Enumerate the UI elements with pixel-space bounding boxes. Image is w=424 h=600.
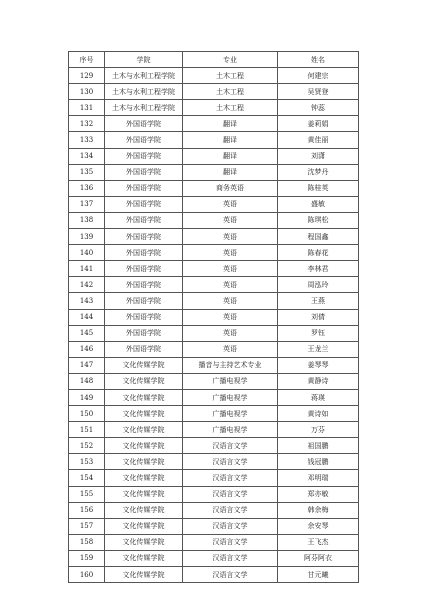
cell-college: 文化传媒学院 xyxy=(105,357,183,373)
cell-index: 139 xyxy=(69,229,105,245)
cell-index: 160 xyxy=(69,567,105,583)
table-row xyxy=(69,502,359,518)
cell-college: 文化传媒学院 xyxy=(105,373,183,389)
cell-name: 黄佳丽 xyxy=(278,132,359,148)
cell-index: 153 xyxy=(69,454,105,470)
cell-name: 黄静诗 xyxy=(278,373,359,389)
table-row xyxy=(69,550,359,566)
cell-name: 黄诗如 xyxy=(278,406,359,422)
table-row xyxy=(69,84,359,100)
cell-major: 广播电视学 xyxy=(183,389,278,405)
cell-college: 文化传媒学院 xyxy=(105,534,183,550)
table-row xyxy=(69,325,359,341)
table-row xyxy=(69,100,359,116)
cell-name: 余安琴 xyxy=(278,518,359,534)
table-row xyxy=(69,518,359,534)
cell-major: 英语 xyxy=(183,293,278,309)
roster-body xyxy=(69,68,359,583)
cell-name: 祖国鹏 xyxy=(278,438,359,454)
cell-index: 133 xyxy=(69,132,105,148)
table-row xyxy=(69,293,359,309)
cell-college: 文化传媒学院 xyxy=(105,502,183,518)
cell-name: 王龙兰 xyxy=(278,341,359,357)
cell-name: 王飞杰 xyxy=(278,534,359,550)
table-row xyxy=(69,373,359,389)
cell-name: 李林君 xyxy=(278,261,359,277)
cell-major: 英语 xyxy=(183,229,278,245)
cell-college: 外国语学院 xyxy=(105,277,183,293)
cell-major: 汉语言文学 xyxy=(183,534,278,550)
cell-major: 汉语言文学 xyxy=(183,438,278,454)
cell-major: 翻译 xyxy=(183,132,278,148)
cell-major: 土木工程 xyxy=(183,68,278,84)
table-row xyxy=(69,438,359,454)
cell-name: 郑亦敏 xyxy=(278,486,359,502)
cell-name: 陈春花 xyxy=(278,245,359,261)
header-major: 专业 xyxy=(183,52,278,68)
cell-index: 151 xyxy=(69,422,105,438)
cell-index: 130 xyxy=(69,84,105,100)
cell-index: 131 xyxy=(69,100,105,116)
table-row xyxy=(69,229,359,245)
cell-college: 外国语学院 xyxy=(105,132,183,148)
cell-college: 土木与水利工程学院 xyxy=(105,68,183,84)
cell-college: 外国语学院 xyxy=(105,229,183,245)
cell-index: 143 xyxy=(69,293,105,309)
cell-major: 土木工程 xyxy=(183,84,278,100)
table-row xyxy=(69,454,359,470)
cell-name: 沈梦丹 xyxy=(278,164,359,180)
cell-major: 播音与主持艺术专业 xyxy=(183,357,278,373)
cell-index: 149 xyxy=(69,389,105,405)
cell-name: 陈琪松 xyxy=(278,212,359,228)
cell-index: 155 xyxy=(69,486,105,502)
cell-major: 翻译 xyxy=(183,148,278,164)
cell-major: 土木工程 xyxy=(183,100,278,116)
roster-table xyxy=(68,51,359,583)
table-row xyxy=(69,357,359,373)
cell-college: 土木与水利工程学院 xyxy=(105,100,183,116)
table-row xyxy=(69,212,359,228)
cell-index: 157 xyxy=(69,518,105,534)
cell-major: 英语 xyxy=(183,245,278,261)
cell-major: 汉语言文学 xyxy=(183,518,278,534)
cell-index: 129 xyxy=(69,68,105,84)
cell-index: 152 xyxy=(69,438,105,454)
cell-major: 汉语言文学 xyxy=(183,567,278,583)
cell-college: 文化传媒学院 xyxy=(105,389,183,405)
cell-index: 146 xyxy=(69,341,105,357)
cell-index: 145 xyxy=(69,325,105,341)
cell-major: 翻译 xyxy=(183,116,278,132)
table-row xyxy=(69,196,359,212)
table-row xyxy=(69,309,359,325)
cell-college: 文化传媒学院 xyxy=(105,550,183,566)
cell-index: 144 xyxy=(69,309,105,325)
cell-major: 广播电视学 xyxy=(183,373,278,389)
cell-college: 外国语学院 xyxy=(105,245,183,261)
cell-name: 罗钰 xyxy=(278,325,359,341)
cell-college: 文化传媒学院 xyxy=(105,422,183,438)
table-row xyxy=(69,261,359,277)
cell-index: 132 xyxy=(69,116,105,132)
cell-major: 英语 xyxy=(183,277,278,293)
header-row xyxy=(69,52,359,68)
cell-college: 外国语学院 xyxy=(105,212,183,228)
table-row xyxy=(69,245,359,261)
table-row xyxy=(69,422,359,438)
cell-name: 何建宗 xyxy=(278,68,359,84)
cell-index: 140 xyxy=(69,245,105,261)
cell-name: 蒋瑛 xyxy=(278,389,359,405)
cell-college: 文化传媒学院 xyxy=(105,454,183,470)
cell-index: 136 xyxy=(69,180,105,196)
cell-name: 甘元曦 xyxy=(278,567,359,583)
header-name: 姓名 xyxy=(278,52,359,68)
cell-major: 汉语言文学 xyxy=(183,470,278,486)
table-row xyxy=(69,68,359,84)
table-row xyxy=(69,277,359,293)
table-row xyxy=(69,341,359,357)
cell-index: 148 xyxy=(69,373,105,389)
cell-college: 文化传媒学院 xyxy=(105,567,183,583)
cell-name: 王燕 xyxy=(278,293,359,309)
cell-major: 广播电视学 xyxy=(183,406,278,422)
cell-index: 137 xyxy=(69,196,105,212)
cell-college: 外国语学院 xyxy=(105,261,183,277)
cell-name: 万芬 xyxy=(278,422,359,438)
table-row xyxy=(69,148,359,164)
cell-college: 外国语学院 xyxy=(105,148,183,164)
table-row xyxy=(69,567,359,583)
cell-college: 外国语学院 xyxy=(105,341,183,357)
table-row xyxy=(69,180,359,196)
cell-name: 陈桂英 xyxy=(278,180,359,196)
cell-name: 刘潇 xyxy=(278,148,359,164)
cell-index: 135 xyxy=(69,164,105,180)
cell-major: 英语 xyxy=(183,309,278,325)
cell-college: 土木与水利工程学院 xyxy=(105,84,183,100)
table-row xyxy=(69,164,359,180)
cell-name: 盛敏 xyxy=(278,196,359,212)
cell-college: 外国语学院 xyxy=(105,293,183,309)
cell-major: 英语 xyxy=(183,341,278,357)
cell-name: 邓明瑞 xyxy=(278,470,359,486)
table-row xyxy=(69,534,359,550)
table-row xyxy=(69,470,359,486)
table-row xyxy=(69,406,359,422)
cell-index: 159 xyxy=(69,550,105,566)
table-row xyxy=(69,389,359,405)
cell-major: 英语 xyxy=(183,196,278,212)
cell-college: 外国语学院 xyxy=(105,309,183,325)
cell-major: 商务英语 xyxy=(183,180,278,196)
table-row xyxy=(69,132,359,148)
cell-college: 外国语学院 xyxy=(105,196,183,212)
cell-college: 外国语学院 xyxy=(105,180,183,196)
cell-name: 姜琴琴 xyxy=(278,357,359,373)
cell-index: 156 xyxy=(69,502,105,518)
cell-name: 韩余梅 xyxy=(278,502,359,518)
cell-major: 汉语言文学 xyxy=(183,454,278,470)
cell-major: 汉语言文学 xyxy=(183,502,278,518)
cell-index: 142 xyxy=(69,277,105,293)
cell-major: 英语 xyxy=(183,212,278,228)
cell-index: 138 xyxy=(69,212,105,228)
cell-name: 钱冠鹏 xyxy=(278,454,359,470)
cell-name: 阿芬阿衣 xyxy=(278,550,359,566)
cell-name: 钟蕊 xyxy=(278,100,359,116)
cell-name: 吴贤登 xyxy=(278,84,359,100)
cell-name: 姜莉娟 xyxy=(278,116,359,132)
cell-college: 文化传媒学院 xyxy=(105,406,183,422)
cell-index: 141 xyxy=(69,261,105,277)
cell-major: 广播电视学 xyxy=(183,422,278,438)
cell-index: 150 xyxy=(69,406,105,422)
cell-college: 文化传媒学院 xyxy=(105,518,183,534)
cell-major: 翻译 xyxy=(183,164,278,180)
cell-college: 文化传媒学院 xyxy=(105,486,183,502)
table-row xyxy=(69,116,359,132)
cell-college: 文化传媒学院 xyxy=(105,438,183,454)
cell-major: 汉语言文学 xyxy=(183,486,278,502)
cell-name: 刘倩 xyxy=(278,309,359,325)
cell-index: 158 xyxy=(69,534,105,550)
cell-major: 英语 xyxy=(183,261,278,277)
cell-college: 外国语学院 xyxy=(105,164,183,180)
cell-major: 汉语言文学 xyxy=(183,550,278,566)
cell-name: 程国鑫 xyxy=(278,229,359,245)
cell-name: 周泓玲 xyxy=(278,277,359,293)
cell-college: 文化传媒学院 xyxy=(105,470,183,486)
header-college: 学院 xyxy=(105,52,183,68)
cell-college: 外国语学院 xyxy=(105,325,183,341)
cell-major: 英语 xyxy=(183,325,278,341)
table-row xyxy=(69,486,359,502)
cell-college: 外国语学院 xyxy=(105,116,183,132)
cell-index: 134 xyxy=(69,148,105,164)
cell-index: 154 xyxy=(69,470,105,486)
cell-index: 147 xyxy=(69,357,105,373)
header-index: 序号 xyxy=(69,52,105,68)
